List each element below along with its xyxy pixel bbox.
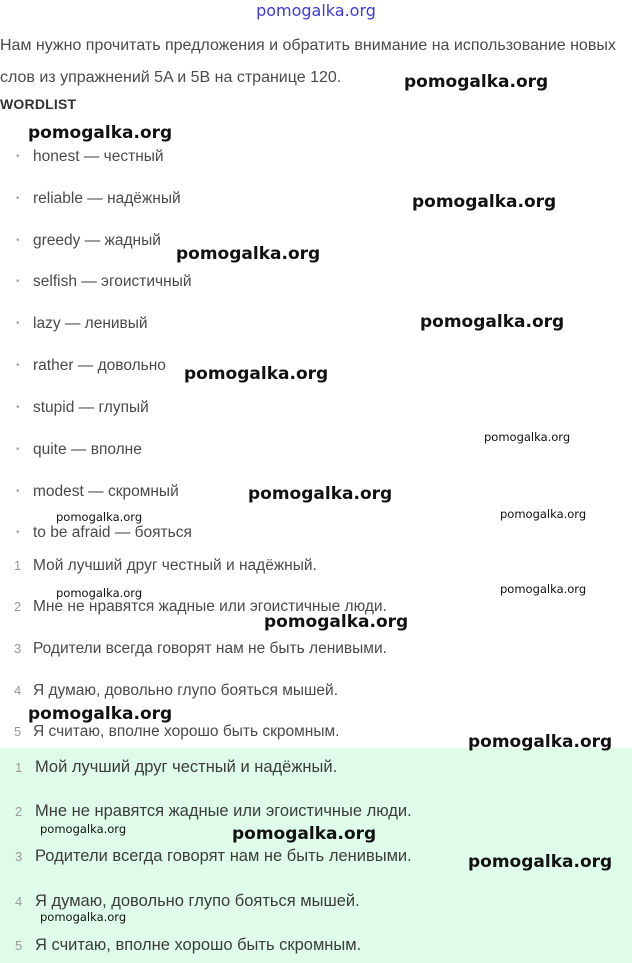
answer-text: Мой лучший друг честный и надёжный. [35, 758, 338, 776]
watermark: pomogalka.org [56, 586, 143, 600]
bullet-icon: • [16, 193, 20, 204]
answer-text: Мне не нравятся жадные или эгоистичные люди. [35, 802, 412, 820]
watermark: pomogalka.org [40, 910, 127, 924]
watermark: pomogalka.org [56, 510, 143, 524]
list-item [16, 189, 416, 209]
translation-text: Я думаю, довольно глупо бояться мышей. [33, 682, 339, 699]
word-pair: selfish — эгоистичный [33, 273, 192, 291]
word-pair: greedy — жадный [33, 232, 161, 250]
bullet-icon: • [16, 486, 20, 497]
watermark: pomogalka.org [28, 123, 173, 143]
translation-item [0, 639, 620, 659]
watermark: pomogalka.org [484, 430, 571, 444]
answer-item [0, 757, 620, 778]
item-number: 5 [15, 938, 23, 953]
translation-item [0, 556, 620, 576]
watermark: pomogalka.org [28, 704, 173, 724]
word-pair: rather — довольно [33, 357, 166, 375]
list-item [16, 398, 416, 418]
watermark: pomogalka.org [420, 312, 565, 332]
answer-item [0, 891, 620, 912]
translation-text: Мой лучший друг честный и надёжный. [33, 557, 317, 574]
list-item [16, 314, 416, 334]
watermark: pomogalka.org [264, 612, 409, 632]
bullet-icon: • [16, 318, 20, 329]
bullet-icon: • [16, 360, 20, 371]
answer-text: Я думаю, довольно глупо бояться мышей. [35, 892, 360, 910]
word-pair: quite — вполне [33, 441, 142, 459]
list-item [16, 440, 416, 460]
answer-text: Родители всегда говорят нам не быть ленивыми. [35, 847, 412, 865]
watermark: pomogalka.org [500, 507, 587, 521]
word-pair: to be afraid — бояться [33, 524, 192, 542]
bullet-icon: • [16, 444, 20, 455]
item-number: 4 [15, 894, 23, 909]
word-pair: lazy — ленивый [33, 315, 148, 333]
watermark: pomogalka.org [40, 822, 127, 836]
wordlist-title: WORDLIST [0, 96, 77, 112]
bullet-icon: • [16, 235, 20, 246]
item-number: 2 [15, 804, 23, 819]
word-pair: reliable — надёжный [33, 190, 181, 208]
word-pair: stupid — глупый [33, 399, 149, 417]
site-header[interactable]: pomogalka.org [256, 1, 376, 20]
bullet-icon: • [16, 402, 20, 413]
item-number: 4 [14, 683, 22, 698]
translation-text: Я считаю, вполне хорошо быть скромным. [33, 723, 340, 740]
answer-item [0, 801, 620, 822]
list-item [16, 523, 416, 543]
watermark: pomogalka.org [176, 244, 321, 264]
word-pair: honest — честный [33, 148, 164, 166]
bullet-icon: • [16, 276, 20, 287]
bullet-icon: • [16, 151, 20, 162]
watermark: pomogalka.org [404, 72, 549, 92]
watermark: pomogalka.org [412, 192, 557, 212]
answer-text: Я считаю, вполне хорошо быть скромным. [35, 936, 362, 954]
intro-text: Нам нужно прочитать предложения и обратить внимание на использование новых слов из упражнений 5A и 5B на странице 120. [0, 37, 616, 86]
translation-item [0, 681, 620, 701]
watermark: pomogalka.org [500, 582, 587, 596]
translation-text: Родители всегда говорят нам не быть ленивыми. [33, 640, 387, 657]
item-number: 3 [14, 641, 22, 656]
watermark: pomogalka.org [468, 732, 613, 752]
watermark: pomogalka.org [468, 852, 613, 872]
item-number: 5 [14, 724, 22, 739]
list-item [16, 272, 416, 292]
watermark: pomogalka.org [232, 824, 377, 844]
bullet-icon: • [16, 527, 20, 538]
item-number: 1 [15, 760, 23, 775]
answer-item [0, 935, 620, 956]
word-pair: modest — скромный [33, 483, 179, 501]
list-item [16, 147, 416, 167]
watermark: pomogalka.org [184, 364, 329, 384]
item-number: 1 [14, 558, 22, 573]
watermark: pomogalka.org [248, 484, 393, 504]
item-number: 3 [15, 849, 23, 864]
translation-text: Мне не нравятся жадные или эгоистичные люди. [33, 598, 387, 615]
item-number: 2 [14, 599, 22, 614]
